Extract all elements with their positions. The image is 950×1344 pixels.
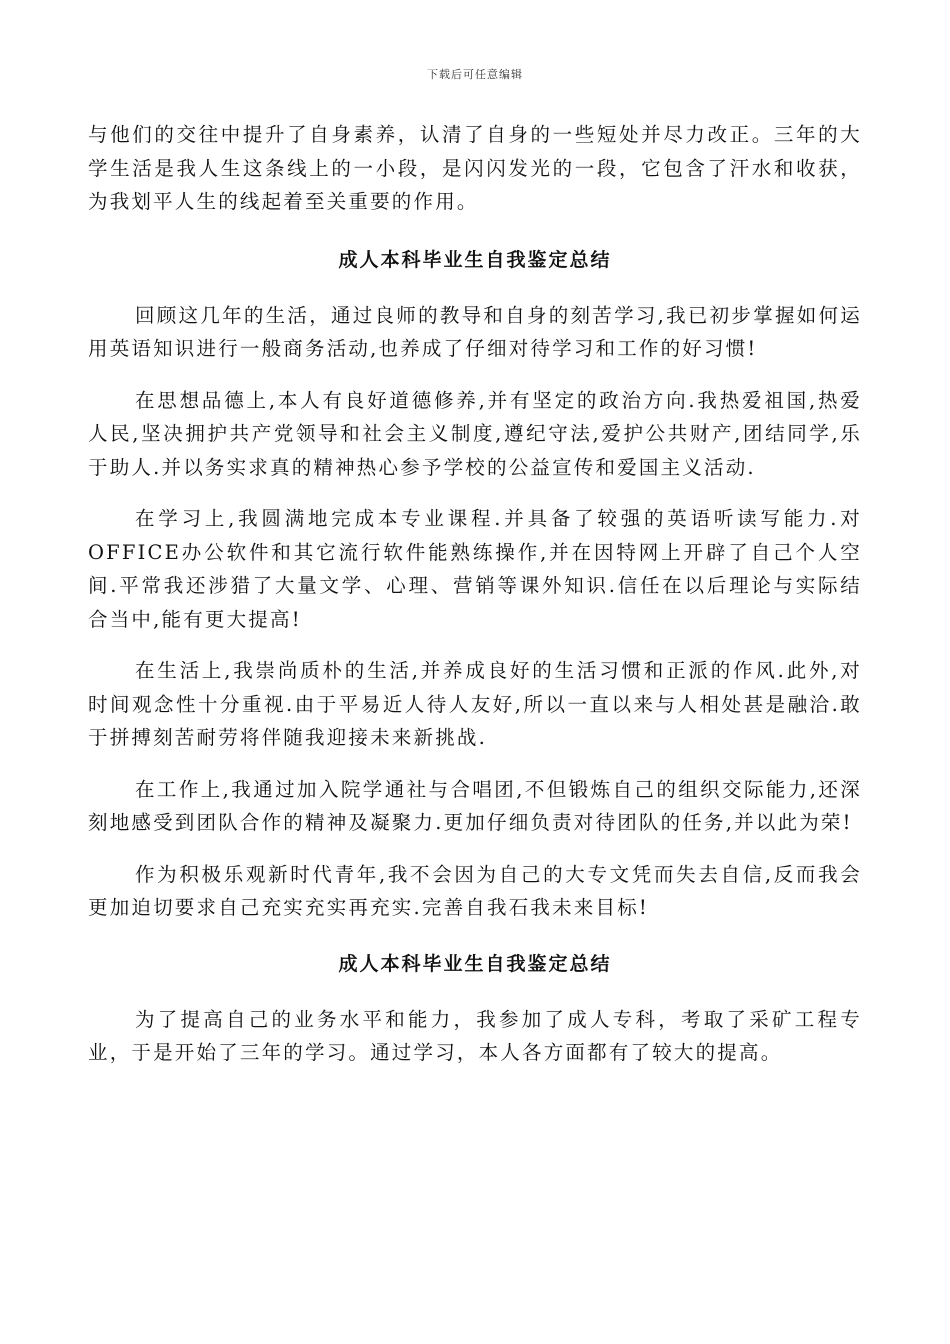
document-body: [88, 118, 862, 1088]
header-note: 下载后可任意编辑: [427, 68, 523, 81]
section-1-title: 成人本科毕业生自我鉴定总结: [338, 248, 612, 271]
section-1-paragraph: 在生活上,我崇尚质朴的生活,并养成良好的生活习惯和正派的作风.此外,对时间观念性十分重视.由于平易近人待人友好,所以一直以来与人相处甚是融洽.敢于拼搏刻苦耐劳将伴随我迎接未来新挑战.: [88, 659, 862, 749]
section-1-paragraph: 在思想品德上,本人有良好道德修养,并有坚定的政治方向.我热爱祖国,热爱人民,坚决拥护共产党领导和社会主义制度,遵纪守法,爱护公共财产,团结同学,乐于助人.并以务实求真的精神热心参予学校的公益宣传和爱国主义活动.: [88, 388, 862, 479]
opening-paragraph: 与他们的交往中提升了自身素养，认清了自身的一些短处并尽力改正。三年的大学生活是我人生这条线上的一小段，是闪闪发光的一段，它包含了汗水和收获，为我划平人生的线起着至关重要的作用。: [88, 123, 862, 213]
section-1-paragraph: 回顾这几年的生活，通过良师的教导和自身的刻苦学习,我已初步掌握如何运用英语知识进行一般商务活动,也养成了仔细对待学习和工作的好习惯!: [88, 303, 862, 360]
section-1-paragraph: 作为积极乐观新时代青年,我不会因为自己的大专文凭而失去自信,反而我会更加迫切要求自己充实充实再充实.完善自我石我未来目标!: [88, 862, 862, 919]
section-1-paragraph: 在学习上,我圆满地完成本专业课程.并具备了较强的英语听读写能力.对OFFICE办公软件和其它流行软件能熟练操作,并在因特网上开辟了自己个人空间.平常我还涉猎了大量文学、心理、营销等课外知识.信任在以后理论与实际结合当中,能有更大提高!: [88, 507, 862, 631]
section-1-paragraph: 在工作上,我通过加入院学通社与合唱团,不但锻炼自己的组织交际能力,还深刻地感受到团队合作的精神及凝聚力.更加仔细负责对待团队的任务,并以此为荣!: [88, 777, 862, 834]
section-2-title: 成人本科毕业生自我鉴定总结: [338, 952, 612, 975]
section-2-paragraph: 为了提高自己的业务水平和能力，我参加了成人专科，考取了采矿工程专业，于是开始了三年的学习。通过学习，本人各方面都有了较大的提高。: [88, 1007, 862, 1064]
